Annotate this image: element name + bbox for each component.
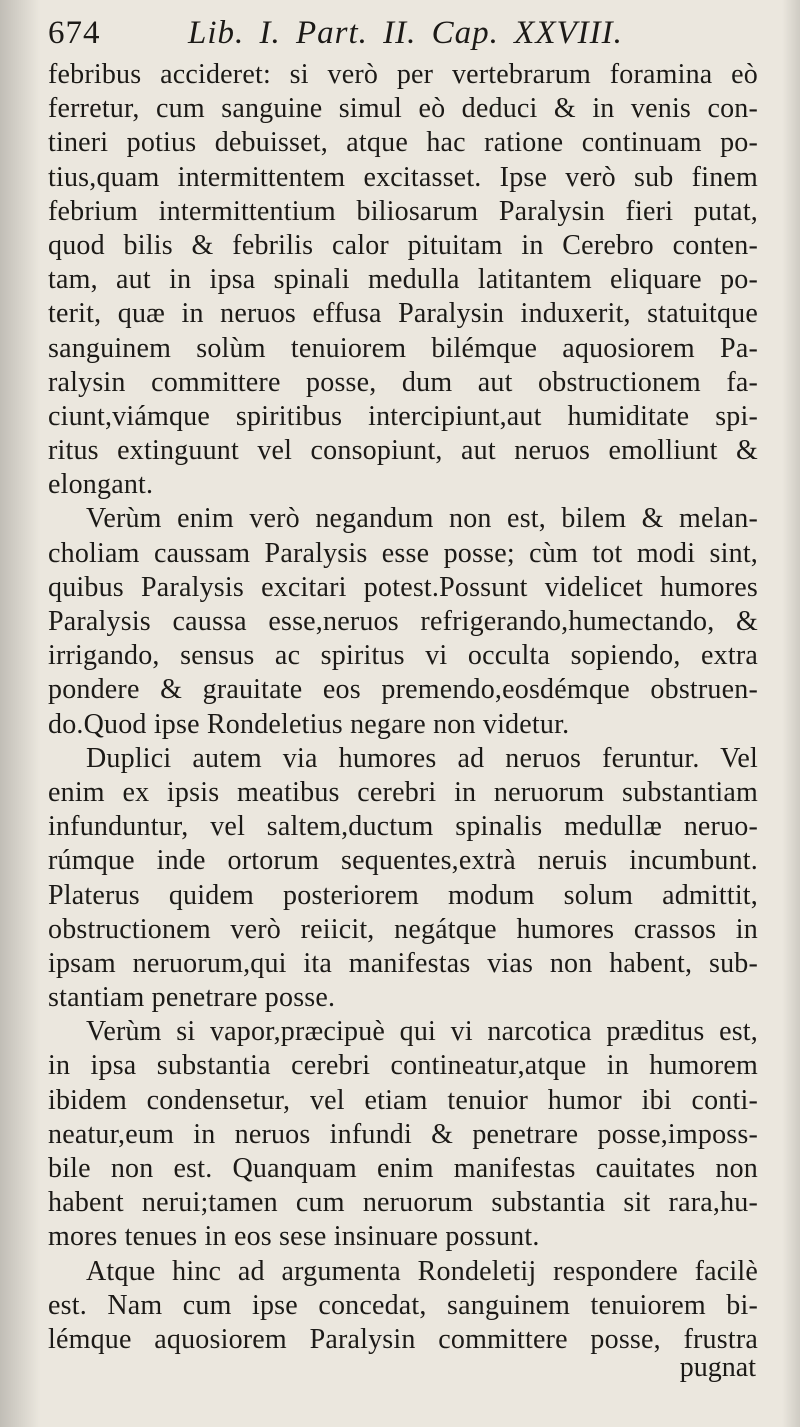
text-line: quod bilis & febrilis calor pituitam in Cerebro conten-	[48, 229, 758, 261]
text-line: ritus extinguunt vel consopiunt, aut neruos emolliunt &	[48, 435, 758, 467]
text-line: ferretur, cum sanguine simul eò deduci & in venis con-	[48, 93, 758, 125]
paragraph	[48, 58, 758, 502]
text-line: mores tenues in eos sese insinuare possunt.	[48, 1221, 540, 1253]
body-text	[48, 58, 758, 1357]
running-header	[48, 8, 760, 58]
paragraph	[48, 1015, 758, 1254]
text-line: ciunt,viámque spiritibus intercipiunt,aut humiditate spi-	[48, 400, 758, 432]
text-line: rúmque inde ortorum sequentes,extrà neruis incumbunt.	[48, 845, 758, 877]
text-line: ralysin committere posse, dum aut obstructionem fa-	[48, 366, 758, 398]
text-line: choliam caussam Paralysis esse posse; cùm tot modi sint,	[48, 537, 758, 569]
text-line: sanguinem solùm tenuiorem bilémque aquosiorem Pa-	[48, 332, 758, 364]
text-line: habent nerui;tamen cum neruorum substantia sit rara,hu-	[48, 1187, 758, 1219]
text-line: Paralysis caussa esse,neruos refrigerando,humectando, &	[48, 606, 758, 637]
text-line: infunduntur, vel saltem,ductum spinalis medullæ neruo-	[48, 811, 758, 843]
text-line: tineri potius debuisset, atque hac ratione continuam po-	[48, 127, 758, 159]
text-line: neatur,eum in neruos infundi & penetrare posse,imposs-	[48, 1118, 758, 1150]
text-line: bile non est. Quanquam enim manifestas cauitates non	[48, 1153, 758, 1184]
text-line: ibidem condensetur, vel etiam tenuior humor ibi conti-	[48, 1084, 758, 1116]
text-line: terit, quæ in neruos effusa Paralysin induxerit, statuitque	[48, 298, 758, 330]
text-line: lémque aquosiorem Paralysin committere posse, frustra	[48, 1323, 758, 1355]
text-line: do.Quod ipse Rondeletius negare non videtur.	[48, 708, 570, 740]
text-line: pondere & grauitate eos premendo,eosdémque obstruen-	[48, 674, 758, 706]
paragraph	[48, 502, 758, 741]
text-line: quibus Paralysis excitari potest.Possunt videlicet humores	[48, 571, 758, 603]
text-line: elongant.	[48, 469, 154, 501]
text-line: febrium intermittentium biliosarum Paralysin fieri putat,	[48, 195, 758, 227]
text-line: stantiam penetrare posse.	[48, 982, 336, 1014]
text-line: Atque hinc ad argumenta Rondeletij respondere facilè	[86, 1255, 758, 1287]
paragraph	[48, 742, 758, 1016]
text-line: in ipsa substantia cerebri contineatur,atque in humorem	[48, 1050, 758, 1082]
text-line: obstructionem verò reiicit, negátque humores crassos in	[48, 913, 758, 945]
text-line: tius,quam intermittentem excitasset. Ipse verò sub finem	[48, 161, 758, 193]
text-line: febribus accideret: si verò per vertebrarum foramina eò	[48, 59, 758, 90]
text-line: Verùm si vapor,præcipuè qui vi narcotica præditus est,	[86, 1016, 758, 1048]
text-line: est. Nam cum ipse concedat, sanguinem tenuiorem bi-	[48, 1289, 758, 1321]
page-number: 674	[48, 15, 101, 51]
text-line: irrigando, sensus ac spiritus vi occulta sopiendo, extra	[48, 640, 758, 672]
paragraph	[48, 1255, 758, 1358]
text-line: Verùm enim verò negandum non est, bilem & melan-	[86, 503, 758, 535]
text-line: Platerus quidem posteriorem modum solum admittit,	[48, 879, 758, 911]
text-line: tam, aut in ipsa spinali medulla latitantem eliquare po-	[48, 264, 758, 296]
text-line: enim ex ipsis meatibus cerebri in neruorum substantiam	[48, 776, 758, 808]
running-head-title: Lib. I. Part. II. Cap. XXVIII.	[188, 15, 623, 51]
text-line: ipsam neruorum,qui ita manifestas vias non habent, sub-	[48, 947, 758, 979]
catchword: pugnat	[679, 1352, 756, 1383]
text-line: Duplici autem via humores ad neruos feruntur. Vel	[86, 742, 758, 774]
